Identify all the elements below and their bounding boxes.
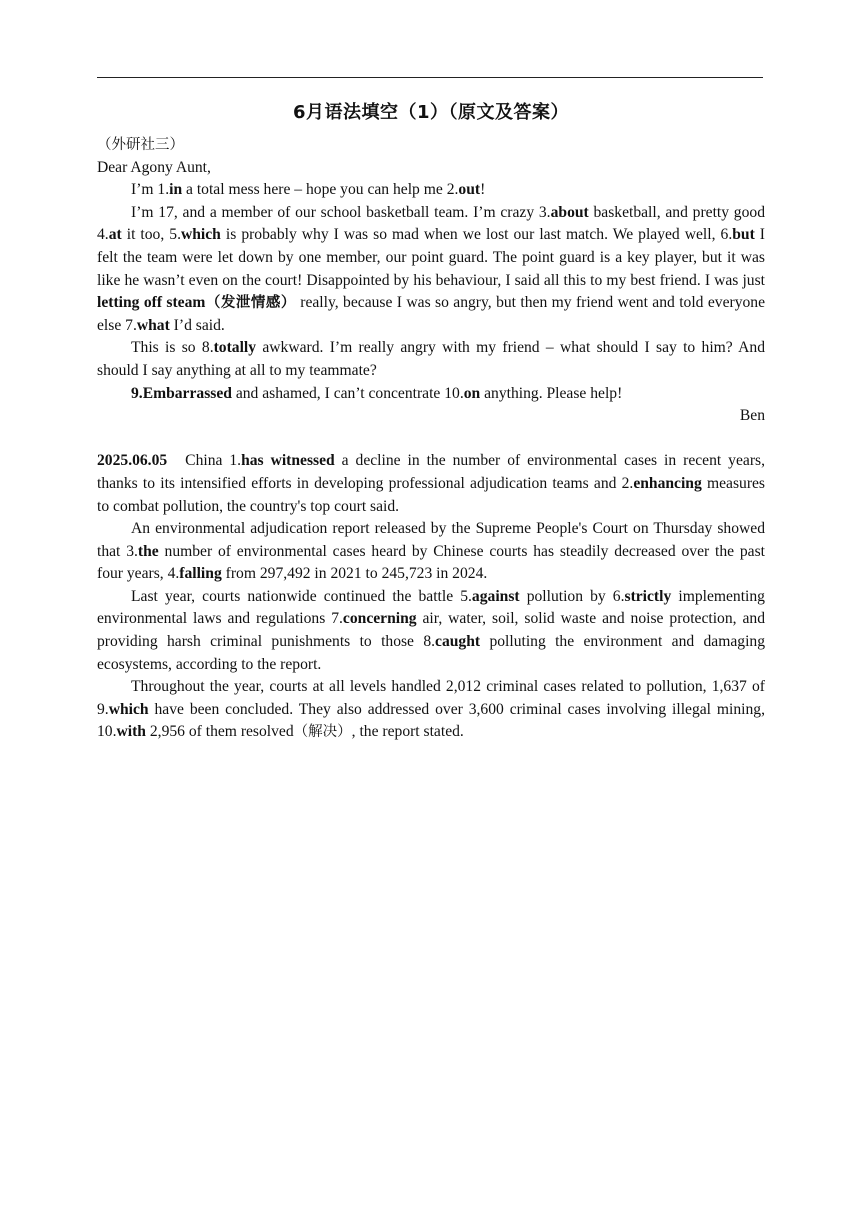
header-rule xyxy=(97,77,763,78)
text: I’m 1. xyxy=(131,181,170,199)
text: polluting the environment and damaging ecosystems, according to the report. xyxy=(97,633,766,673)
text: I’m 17, and a member of our school basketball team. I’m crazy 3. xyxy=(131,203,551,221)
page-title: 6月语法填空（1）（原文及答案） xyxy=(292,102,570,123)
text: , the report stated. xyxy=(351,723,464,741)
phrase-gloss: （发泄情感） xyxy=(205,295,296,312)
answer-1: in xyxy=(169,181,183,199)
news-answer-8: caught xyxy=(435,633,481,651)
source-label: （外研社三） xyxy=(97,137,184,153)
answer-9: 9.Embarrassed xyxy=(131,384,232,402)
answer-10: on xyxy=(463,384,481,402)
text: a total mess here – hope you can help me 2. xyxy=(182,181,459,199)
text: I felt the team were let down by one member, our point guard. The point guard is a key player, but it was like he wasn’t even on the court! Disappointed by his behaviour, I said all this to my best friend. I was just xyxy=(97,226,766,289)
text: have been concluded. They also addressed over 3,600 criminal cases involving illegal mining, 10. xyxy=(97,700,765,741)
news-paragraph-3 xyxy=(97,586,765,676)
news-answer-4: falling xyxy=(179,565,222,583)
letter-section xyxy=(97,157,765,428)
letter-paragraph-4 xyxy=(97,383,765,406)
news-answer-9: which xyxy=(108,700,149,718)
source-note xyxy=(97,134,765,157)
text: measures to combat pollution, the country's top court said. xyxy=(97,474,766,515)
text: anything. Please help! xyxy=(480,384,623,402)
text: really, because I was so angry, but then my friend went and told everyone else 7. xyxy=(97,294,766,334)
section-spacer xyxy=(97,428,765,451)
text: This is so 8. xyxy=(131,339,214,357)
text: pollution by 6. xyxy=(519,587,625,605)
answer-4: at xyxy=(108,226,122,244)
news-paragraph-4 xyxy=(97,676,765,744)
answer-7: what xyxy=(136,316,170,334)
news-answer-1: has witnessed xyxy=(241,452,335,470)
text: basketball, and pretty good 4. xyxy=(97,203,765,244)
letter-paragraph-1 xyxy=(97,179,765,202)
letter-signature: Ben xyxy=(739,407,765,425)
text: number of environmental cases heard by Chinese courts has steadily decreased over the past four years, 4. xyxy=(97,542,765,583)
answer-8: totally xyxy=(213,339,257,357)
key-phrase: letting off steam xyxy=(97,294,206,312)
text: a decline in the number of environmental cases in recent years, thanks to its intensified efforts in developing professional adjudication teams and 2. xyxy=(97,452,765,492)
text: Throughout the year, courts at all levels handled 2,012 criminal cases related to pollution, 1,637 of 9. xyxy=(97,678,765,718)
letter-paragraph-2 xyxy=(97,202,765,338)
text: air, water, soil, solid waste and noise protection, and providing harsh criminal punishments to those 8. xyxy=(97,610,765,651)
text: awkward. I’m really angry with my friend – what should I say to him? And should I say anything at all to my teammate? xyxy=(97,339,765,379)
news-answer-10: with xyxy=(116,723,146,741)
news-paragraph-1 xyxy=(97,450,765,518)
text: is probably why I was so mad when we lost our last match. We played well, 6. xyxy=(220,226,733,244)
news-answer-6: strictly xyxy=(624,587,672,605)
text: ! xyxy=(480,181,486,199)
word-gloss: （解决） xyxy=(293,724,352,741)
text: China 1. xyxy=(185,452,242,470)
answer-3: about xyxy=(550,203,589,221)
news-paragraph-2 xyxy=(97,518,765,586)
news-date: 2025.06.05 xyxy=(97,452,168,470)
news-answer-3: the xyxy=(137,542,159,560)
news-answer-5: against xyxy=(471,587,520,605)
answer-2: out xyxy=(458,181,481,199)
letter-paragraph-3 xyxy=(97,337,765,382)
text: from 297,492 in 2021 to 245,723 in 2024. xyxy=(221,565,488,583)
news-section xyxy=(97,450,765,744)
news-answer-7: concerning xyxy=(342,610,417,628)
answer-6: but xyxy=(732,226,755,244)
text: An environmental adjudication report released by the Supreme People's Court on Thursday showed that 3. xyxy=(97,520,765,560)
news-answer-2: enhancing xyxy=(633,474,702,492)
text: 2,956 of them resolved xyxy=(145,723,294,741)
text: and ashamed, I can’t concentrate 10. xyxy=(231,384,464,402)
answer-5: which xyxy=(180,226,221,244)
text: implementing environmental laws and regulations 7. xyxy=(97,587,765,628)
text: it too, 5. xyxy=(121,226,181,244)
document-body xyxy=(97,100,765,744)
letter-greeting: Dear Agony Aunt, xyxy=(97,158,211,176)
text: Last year, courts nationwide continued the battle 5. xyxy=(131,587,472,605)
text: I’d said. xyxy=(169,316,225,334)
